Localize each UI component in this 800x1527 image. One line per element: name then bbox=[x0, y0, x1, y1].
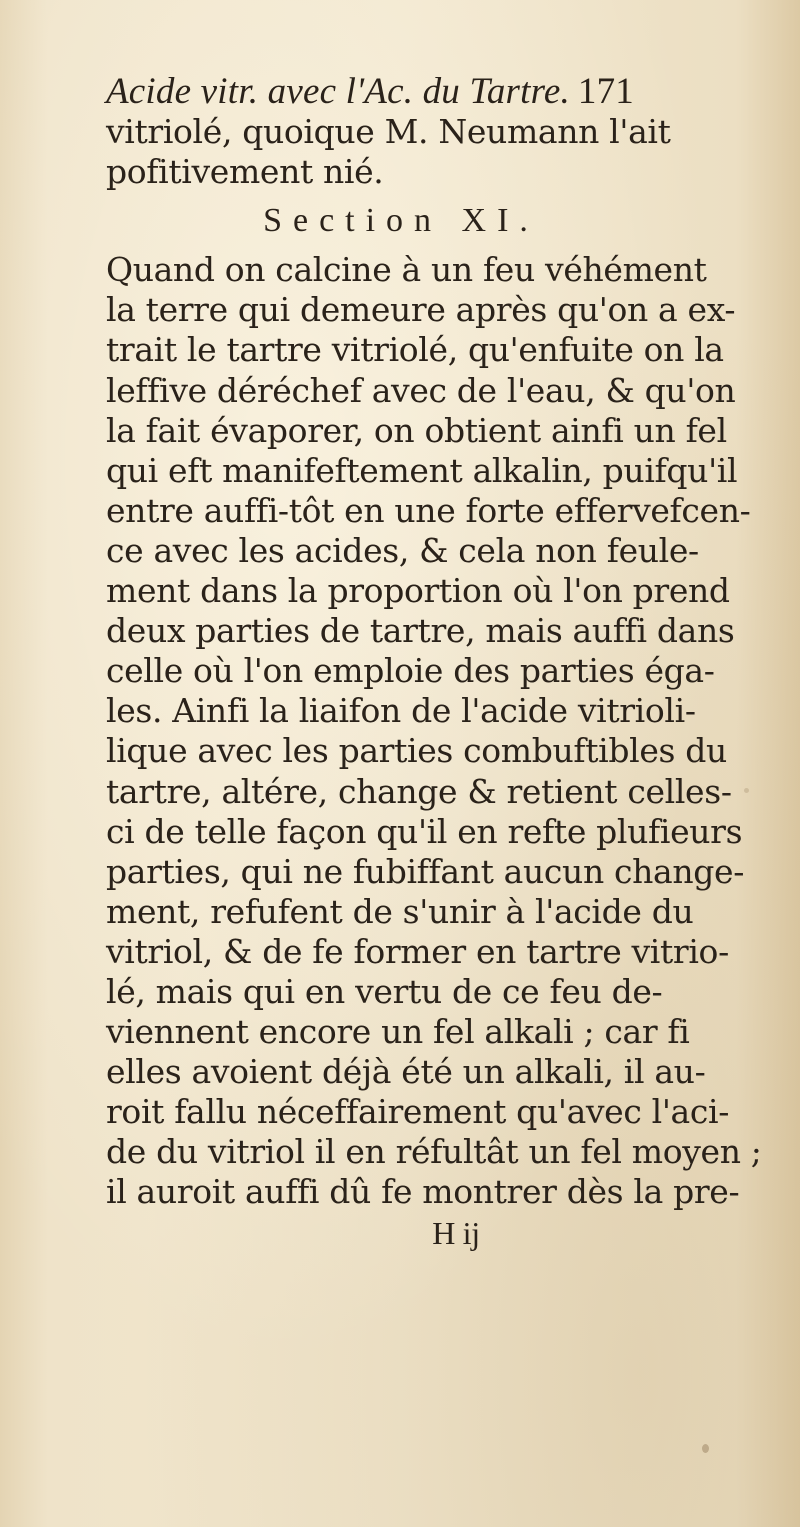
text-line: viennent encore un fel alkali ; car fi bbox=[106, 1012, 690, 1052]
text-line: la terre qui demeure après qu'on a ex- bbox=[106, 290, 736, 330]
text-line: lé, mais qui en vertu de ce feu de- bbox=[106, 971, 663, 1011]
text-line: celle où l'on emploie des parties éga- bbox=[106, 651, 715, 691]
text-line: entre auffi-tôt en une forte effervefcen- bbox=[106, 490, 751, 530]
text-line: elles avoient déjà été un alkali, il au- bbox=[106, 1052, 706, 1092]
signature-mark: H ij bbox=[432, 1214, 480, 1251]
text-line: lique avec les parties combuftibles du bbox=[106, 731, 727, 771]
page-number: 171 bbox=[577, 71, 635, 112]
text-line: tartre, altére, change & retient celles- bbox=[106, 771, 732, 811]
text-line: ment dans la proportion où l'on prend bbox=[106, 571, 730, 611]
ink-spot bbox=[702, 1444, 709, 1453]
body-text bbox=[106, 250, 762, 1212]
text-line: les. Ainfi la liaifon de l'acide vitrioli- bbox=[106, 691, 696, 731]
text-line: roit fallu néceffairement qu'avec l'aci- bbox=[106, 1092, 730, 1132]
running-title: Acide vitr. avec l'Ac. du Tartre. bbox=[106, 71, 570, 112]
text-line: Quand on calcine à un feu véhément bbox=[106, 250, 707, 290]
ink-spot bbox=[744, 788, 749, 793]
text-line: trait le tartre vitriolé, qu'enfuite on la bbox=[106, 330, 724, 370]
text-line: de du vitriol il en réfultât un fel moyen ; bbox=[106, 1132, 762, 1172]
text-line: qui eft manifeftement alkalin, puifqu'il bbox=[106, 450, 738, 490]
text-line: deux parties de tartre, mais auffi dans bbox=[106, 611, 735, 651]
text-line: ment, refufent de s'unir à l'acide du bbox=[106, 891, 694, 931]
text-line: vitriol, & de fe former en tartre vitrio- bbox=[106, 931, 729, 971]
lines-before-section bbox=[106, 112, 671, 192]
section-heading: Section XI. bbox=[263, 202, 539, 240]
text-line: pofitivement nié. bbox=[106, 152, 384, 192]
running-header bbox=[106, 72, 666, 112]
text-line: vitriolé, quoique M. Neumann l'ait bbox=[106, 112, 671, 152]
text-line: la fait évaporer, on obtient ainfi un fel bbox=[106, 410, 727, 450]
text-line: leffive déréchef avec de l'eau, & qu'on bbox=[106, 370, 736, 410]
text-line: il auroit auffi dû fe montrer dès la pre- bbox=[106, 1172, 740, 1212]
text-line: ci de telle façon qu'il en refte plufieurs bbox=[106, 811, 743, 851]
text-line: ce avec les acides, & cela non feule- bbox=[106, 530, 699, 570]
text-line: parties, qui ne fubiffant aucun change- bbox=[106, 851, 745, 891]
page-text bbox=[106, 71, 762, 1253]
